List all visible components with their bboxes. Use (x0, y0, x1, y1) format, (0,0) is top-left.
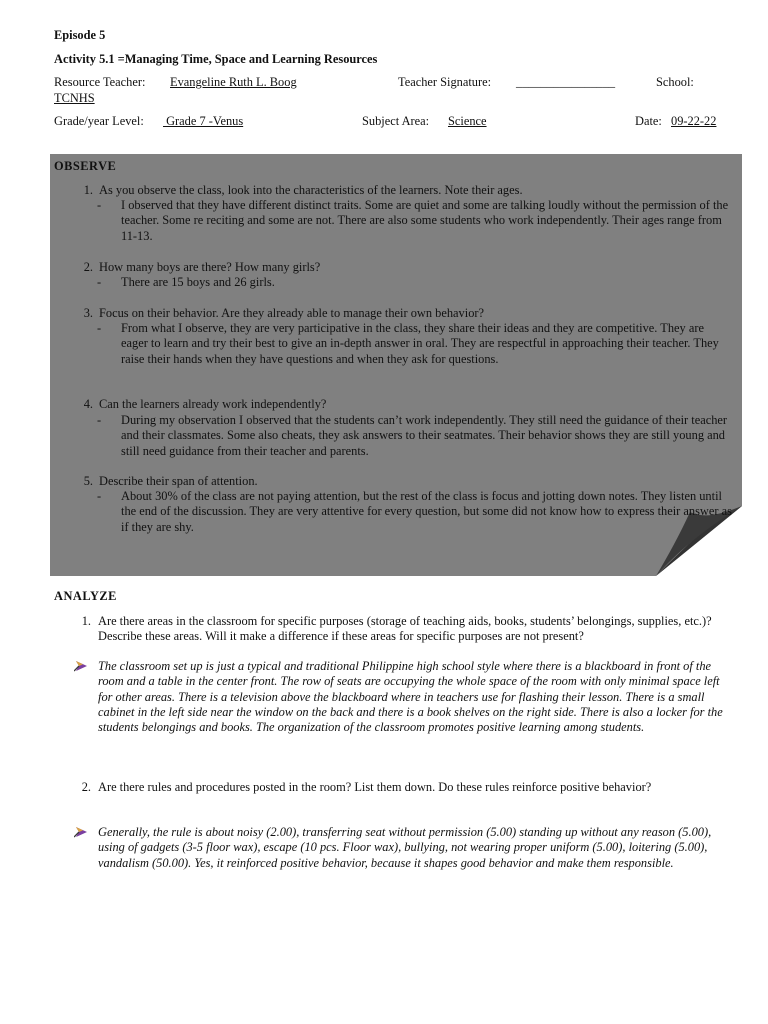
answer-text: From what I observe, they are very participative in the class, they share their ideas and they are competitive. They are eager to learn and try their best to give an in-depth answer in oral. They are respectful in approaching their teacher. They raise their hands when they have questions and when they ask for questions. (121, 321, 719, 366)
question-number: 2. (81, 780, 91, 794)
dash-marker: - (97, 275, 102, 289)
arrow-bullet-icon (74, 660, 88, 676)
observe-heading: OBSERVE (54, 159, 117, 173)
answer-text: I observed that they have different distinct traits. Some are quiet and some are talking loudly without the permission of the teacher. Some re reciting and some are not. There are also some students who work independently. Their ages range from 11-13. (121, 198, 729, 243)
grade-level-value: Grade 7 -Venus (163, 114, 244, 128)
resource-teacher-label: Resource Teacher: (54, 75, 146, 89)
analyze-question-2 (75, 780, 735, 795)
question-text: How many boys are there? How many girls? (99, 260, 321, 274)
observe-answer-3 (97, 321, 733, 367)
question-number: 3. (83, 306, 93, 320)
question-number: 1. (81, 614, 91, 628)
question-text: Are there areas in the classroom for specific purposes (storage of teaching aids, books, students’ belongings, supplies, etc.)? Describe these areas. Will it make a difference if these areas for specific purposes are not present? (98, 614, 712, 644)
dash-marker: - (97, 321, 102, 335)
question-number: 4. (83, 397, 93, 411)
question-text: Are there rules and procedures posted in the room? List them down. Do these rules reinforce positive behavior? (98, 780, 652, 794)
analyze-question-1 (75, 614, 735, 645)
teacher-signature-label: Teacher Signature: (398, 75, 492, 89)
question-number: 1. (83, 183, 93, 197)
observe-section (50, 154, 742, 576)
grade-level-label: Grade/year Level: (54, 114, 144, 128)
question-number: 2. (83, 260, 93, 274)
subject-area-value: Science (448, 114, 487, 128)
observe-answer-5 (97, 489, 733, 535)
arrow-bullet-icon (74, 826, 88, 842)
analyze-answer-2 (74, 825, 736, 871)
dash-marker: - (97, 198, 102, 212)
dash-marker: - (97, 489, 102, 503)
answer-text: Generally, the rule is about noisy (2.00), transferring seat without permission (5.00) standing up without any reason (5.00), using of gadgets (3-5 floor wax), escape (10 pcs. Floor wax), bullying, not wearing proper uniform (5.00), loitering (5.00), vandalism (50.00). Yes, it reinforced positive behavior, because it shapes good behavior and make them responsible. (98, 825, 712, 870)
analyze-answer-1 (74, 659, 736, 735)
teacher-signature-line: ________________ (516, 75, 616, 89)
observe-answer-2 (97, 275, 733, 290)
question-text: Can the learners already work independently? (99, 397, 327, 411)
question-number: 5. (83, 474, 93, 488)
subject-area-label: Subject Area: (362, 114, 430, 128)
school-label: School: (656, 75, 694, 89)
observe-answer-1 (97, 198, 733, 244)
school-value: TCNHS (54, 91, 95, 105)
question-text: As you observe the class, look into the characteristics of the learners. Note their ages. (99, 183, 523, 197)
question-text: Focus on their behavior. Are they already able to manage their own behavior? (99, 306, 485, 320)
activity-title: Activity 5.1 =Managing Time, Space and Learning Resources (54, 52, 378, 66)
date-label: Date: (635, 114, 662, 128)
question-text: Describe their span of attention. (99, 474, 258, 488)
answer-text: About 30% of the class are not paying attention, but the rest of the class is focus and jotting down notes. They listen until the end of the discussion. They are very attentive for every question, but some did not know how to express their answer as if they are shy. (121, 489, 732, 534)
answer-text: The classroom set up is just a typical and traditional Philippine high school style where there is a blackboard in front of the room and a table in the center front. The row of seats are occupying the whole space of the room with only minimal space left for other areas. There is a television above the blackboard where in teachers use for flashing their lesson. There is a small cabinet in the left side near the window on the back and there is a book shelves on the right side. There is also a locker for the students belongings and books. The organization of the classroom promotes positive learning among students. (98, 659, 723, 735)
dash-marker: - (97, 413, 102, 427)
resource-teacher-value: Evangeline Ruth L. Boog (170, 75, 297, 89)
episode-title: Episode 5 (54, 28, 106, 42)
date-value: 09-22-22 (671, 114, 717, 128)
answer-text: During my observation I observed that the students can’t work independently. They still need the guidance of their teacher and their classmates. Some also cheats, they ask answers to their seatmates. Their behavior shows they are still young and still need guidance from their teacher and parents. (121, 413, 728, 458)
answer-text: There are 15 boys and 26 girls. (121, 275, 275, 289)
observe-answer-4 (97, 413, 733, 459)
analyze-heading: ANALYZE (54, 589, 117, 603)
